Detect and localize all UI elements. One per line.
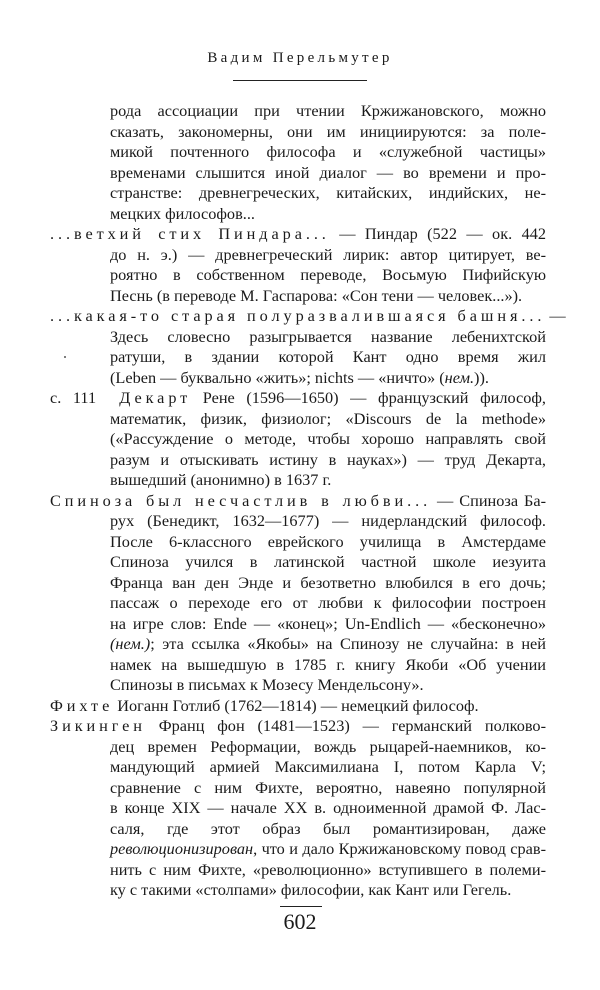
note-sickingen <box>50 716 546 901</box>
text-span: Иоганн Готлиб (1762—1814) — немецкий философ. <box>113 695 479 715</box>
text-line: микой почтенного философа и «служебной частицы» <box>110 142 546 161</box>
text-line: дец времен Реформации, вождь рыцарей-наемников, ко- <box>110 736 546 756</box>
text-line <box>50 634 546 655</box>
text-line: Песнь (в переводе М. Гаспарова: «Сон тени — человек...»). <box>110 285 523 305</box>
text-span: )). <box>474 367 489 387</box>
page-number: 602 <box>283 909 317 934</box>
text-line: ратуши, в здании которой Кант одно время жил <box>110 347 546 366</box>
text-line: После 6-классного еврейского училища в Амстердаме <box>110 531 546 551</box>
text-span: (Leben — буквально «жить»; nichts — «ничто» ( <box>110 367 445 387</box>
text-line <box>50 716 546 737</box>
text-line: Спинозы в письмах к Мозесу Мендельсону». <box>110 675 424 694</box>
text-line: разум и отыскивать истину в науках») — труд Декарта, <box>110 449 546 469</box>
text-line <box>50 839 546 860</box>
text-line: сказать, закономерны, они им инициируются: за поле- <box>110 121 546 141</box>
text-span: , что и дало Кржижановскому повод срав- <box>253 839 546 858</box>
note-descartes <box>50 388 546 491</box>
text-line: математик, физик, физиолог; «Discours de la methode» <box>110 408 546 428</box>
italic-abbrev: нем. <box>444 367 475 387</box>
text-line <box>50 491 546 512</box>
text-line: нить с ним Фихте, «революционно» вступившего в полеми- <box>110 859 546 879</box>
intro-paragraph <box>50 101 546 224</box>
italic-abbrev: (нем.) <box>110 634 151 653</box>
text-line: («Рассуждение о методе, чтобы хорошо направлять свой <box>110 429 546 448</box>
text-line: временами слышится иной диалог — во времени и про- <box>110 162 546 182</box>
italic-word: революционизирован <box>110 839 254 858</box>
text-span: — <box>545 306 566 325</box>
text-line: Франца ван ден Энде и безответно влюбился в его дочь; <box>110 572 546 592</box>
text-line: в конце XIX — начале XX в. одноименной драмой Ф. Лас- <box>110 798 546 817</box>
text-line: до н. э.) — древнегреческий лирик: автор цитирует, ве- <box>110 244 546 264</box>
note-lemma: Спиноза был несчастлив в любви... <box>50 490 432 510</box>
text-line <box>50 224 546 245</box>
commentary-body <box>50 101 566 901</box>
note-lemma: Фихте <box>50 695 114 715</box>
note-lemma: Зикинген <box>50 716 146 735</box>
text-line: пассаж о переходе его от любви к философии построен <box>110 593 546 612</box>
note-lemma: ...какая-то старая полуразвалившаяся башня... <box>50 306 546 325</box>
text-line: на игре слов: Ende — «конец»; Un-Endlich — «бесконечно» <box>110 613 546 633</box>
text-line: Здесь словесно разыгрывается название лебенихтской <box>110 326 546 346</box>
text-line <box>50 306 566 327</box>
note-fichte <box>50 696 546 717</box>
text-span: Франц фон (1481—1523) — германский полково- <box>145 716 546 735</box>
text-line: рух (Бенедикт, 1632—1677) — нидерландский философ. <box>110 511 546 530</box>
text-line <box>50 696 546 717</box>
text-line: ку с такими «столпами» философии, как Кант или Гегель. <box>110 880 512 899</box>
text-line: рода ассоциации при чтении Кржижановского, можно <box>110 101 546 120</box>
text-line: вышедший (анонимно) в 1637 г. <box>110 470 332 489</box>
text-span: Рене (1596—1650) — французский философ, <box>191 388 546 407</box>
text-line: Спиноза учился в латинской частной школе иезуита <box>110 552 546 571</box>
note-lemma: Декарт <box>119 388 192 407</box>
text-line: саля, где этот образ был романтизирован, даже <box>110 818 546 838</box>
text-line: намек на вышедшую в 1785 г. книгу Якоби «Об учении <box>110 654 546 674</box>
page-reference: с. 111 <box>50 388 97 407</box>
header-rule <box>233 80 367 81</box>
footer-rule <box>280 906 322 907</box>
text-line: мецких философов... <box>110 203 255 223</box>
note-spinoza <box>50 491 546 696</box>
text-line <box>50 368 546 389</box>
note-pindar <box>50 224 546 306</box>
note-lemma: ...ветхий стих Пиндара... <box>50 224 330 243</box>
text-line: странстве: древнегреческих, китайских, индийских, не- <box>110 183 546 202</box>
text-span: ; эта ссылка «Якобы» на Спинозу не случайна: в ней <box>150 634 546 653</box>
text-line <box>50 388 546 409</box>
text-line: мандующий армией Максимилиана I, потом Карла V; <box>110 757 546 776</box>
text-span: — Пиндар (522 — ок. 442 <box>329 224 546 243</box>
text-line: сравнение с ним Фихте, вероятно, навеяно популярной <box>110 777 546 797</box>
text-line: роятно в собственном переводе, Восьмую Пифийскую <box>110 265 546 284</box>
note-tower <box>50 306 566 388</box>
text-span: — Спиноза Ба- <box>431 490 547 510</box>
running-header: Вадим Перельмутер <box>207 50 393 66</box>
